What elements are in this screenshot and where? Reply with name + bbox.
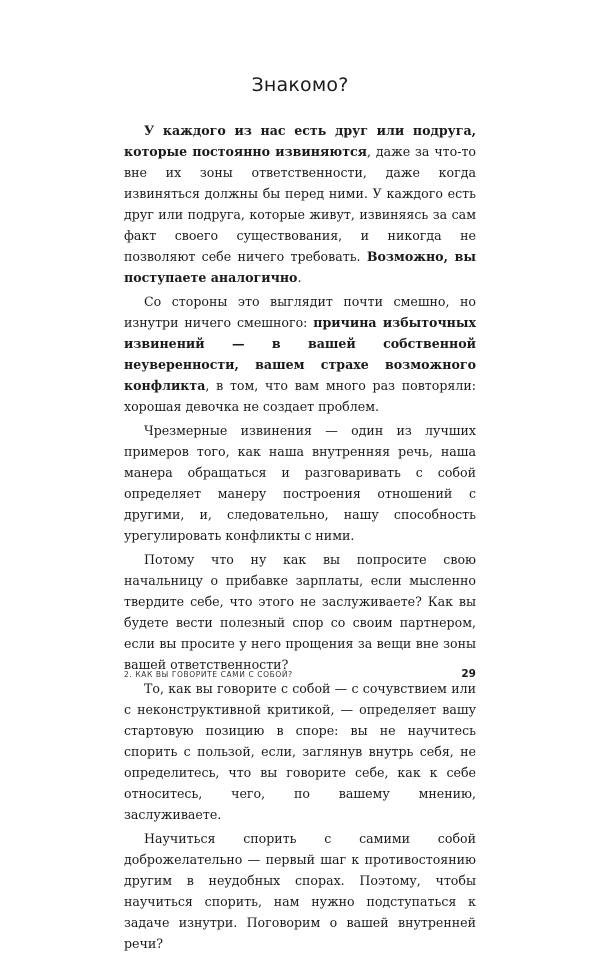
text-run-bold: причина избыточных извинений — в вашей собственной неуверенности, вашем страхе возможного конфликта — [124, 315, 477, 393]
text-run-bold: У каждого из нас есть друг или подруга, которые постоянно извиняются — [124, 123, 476, 159]
paragraph — [124, 420, 476, 546]
text-run: Чрезмерные извинения — один из лучших примеров того, как наша внутренняя речь, наша манера обращаться и разговаривать с собой определяет манеру построения отношений с другими, и, следовательно, нашу способность урегулировать конфликты с ними. — [124, 423, 476, 543]
section-heading: Знакомо? — [251, 74, 349, 96]
paragraph — [124, 120, 476, 288]
paragraph — [124, 828, 476, 954]
text-run: , даже за что-то вне их зоны ответственности, даже когда извиняться должны бы перед ними. У каждого есть друг или подруга, которые живут, извиняясь за сам факт своего существования, и никогда не позволяют себе ничего требовать. — [124, 144, 476, 264]
text-run: Потому что ну как вы попросите свою начальницу о прибавке зарплаты, если мысленно твердите себе, что этого не заслуживаете? Как вы будете вести полезный спор со своим партнером, если вы просите у него прощения за вещи вне зоны вашей ответственности? — [124, 552, 476, 672]
running-head: 2. КАК ВЫ ГОВОРИТЕ САМИ С СОБОЙ? — [124, 670, 293, 679]
text-run: Научиться спорить с самими собой доброжелательно — первый шаг к противостоянию другим в неудобных спорах. Поэтому, чтобы научиться спорить, нам нужно подступаться к задаче изнутри. Поговорим о вашей внутренней речи? — [124, 831, 476, 951]
body-text — [124, 120, 476, 957]
text-run-bold: Возможно, вы поступаете аналогично — [124, 249, 476, 285]
text-run: Со стороны это выглядит почти смешно, но изнутри ничего смешного: — [124, 294, 476, 330]
text-run: . — [297, 270, 302, 285]
text-run: То, как вы говорите с собой — с сочувствием или с неконструктивной критикой, — определяет вашу стартовую позицию в споре: вы не научитесь спорить с пользой, если, заглянув внутрь себя, не определитесь, что вы говорите себе, как к себе относитесь, чего, по вашему мнению, заслуживаете. — [124, 681, 476, 822]
text-run: , в том, что вам много раз повторяли: хорошая девочка не создает проблем. — [124, 378, 476, 414]
page-number: 29 — [461, 668, 476, 680]
page-footer — [124, 668, 476, 680]
paragraph — [124, 678, 476, 825]
paragraph — [124, 549, 476, 675]
paragraph — [124, 291, 476, 417]
